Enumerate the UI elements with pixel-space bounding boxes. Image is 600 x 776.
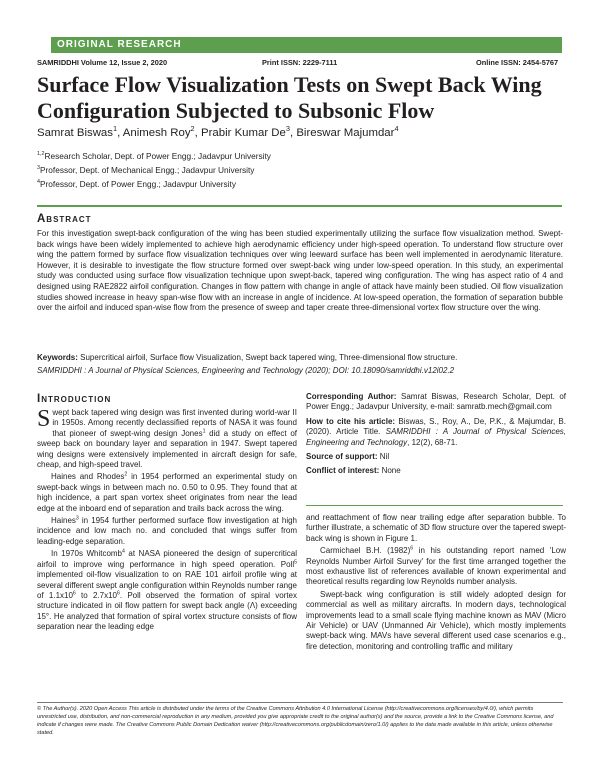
conflict-of-interest — [306, 466, 566, 476]
paragraph — [306, 513, 566, 544]
affiliation-text: Research Scholar, Dept. of Power Engg.; Jadavpur University — [44, 151, 271, 161]
citation-sup: 1 — [202, 428, 206, 435]
citation-sup: 6 — [410, 545, 414, 552]
author-name: Animesh Roy — [122, 127, 191, 139]
journal-cite-line — [37, 366, 563, 375]
paragraph — [37, 472, 297, 514]
conflict-of-interest-label: Conflict of interest: — [306, 466, 380, 476]
sidebar-divider — [306, 505, 563, 506]
abstract-heading: Abstract — [37, 213, 92, 225]
paragraph-text: . Poll observed the formation of spiral vortex structure indicated in oil flow pattern for swept back angle (Λ) exceeding 15°. He analyzed that formation of spiral vortex structure consists of flow separation near the leading edge — [37, 590, 297, 632]
paragraph-text: Haines — [51, 516, 76, 526]
how-to-cite-text: Biswas, S., Roy, A., De, P.K., & Majumdar, B. (2020). Article Title. — [306, 416, 566, 437]
citation-sup: 4 — [122, 548, 125, 555]
drop-cap: S — [37, 406, 51, 432]
corresponding-author-label: Corresponding Author: — [306, 392, 397, 401]
introduction-column — [37, 408, 297, 635]
exponent-sup: 6 — [116, 590, 120, 597]
paragraph-text: to 2.7x10 — [75, 590, 117, 600]
paragraph-text: implemented oil-flow visualization to on RAE 101 airfoil profile wing at several different swept angle configuration within Reynolds number range of 1.1x10 — [37, 570, 298, 600]
paragraph-text: in 1954 further performed surface flow investigation at high incidence and low mach no. and concluded that wings suffer from leading-edge separation. — [37, 516, 297, 546]
paragraph-text: Haines and Rhodes — [51, 472, 125, 482]
keywords-label: Keywords: — [37, 353, 78, 362]
article-info-sidebar — [306, 392, 566, 481]
affiliation-sup: 3 — [37, 165, 40, 172]
corresponding-author-text: Samrat Biswas, Research Scholar, Dept. of Power Engg.; Jadavpur University, e-mail: samratb.mech@gmail.com — [306, 392, 566, 412]
author-sup: 3 — [285, 124, 290, 134]
source-of-support — [306, 452, 566, 462]
paragraph-text: Carmichael B.H. (1982) — [320, 546, 411, 556]
paragraph-text: wept back tapered wing design was first invented during world-war II in 1950s. Among recently declassified reports of NASA it was found that pioneer of swept-wing design Jones — [52, 408, 297, 438]
affiliation — [37, 151, 271, 161]
paragraph — [306, 590, 566, 652]
author-name: Bireswar Majumdar — [296, 127, 395, 139]
exponent-sup: 6 — [72, 590, 76, 597]
keywords — [37, 353, 563, 362]
paragraph-text: did a study on effect of sweep back on boundary layer and separation in 1947. Swept tapered wing designs were extensively implemented in aircraft design for safe, cheap, and high-speed travel. — [37, 428, 297, 470]
how-to-cite — [306, 417, 566, 448]
how-to-cite-journal: SAMRIDDHI : A Journal of Physical Sciences, Engineering and Technology — [306, 427, 567, 447]
paragraph-text: In 1970s Whitcomb — [51, 549, 123, 559]
abstract-text: For this investigation swept-back configuration of the wing has been studied experimentally utilizing the surface flow visualization method. Swept-back wings have been widely implemented to achieve high aerodynamic efficiency under high-speed operation. To understand flow structure over wing the pattern formed by surface flow visualization techniques over wing leeward surface has been well implemented in aerodynamic literature. However, it is desirable to investigate the flow structure formed over swept-back wing under low-speed operation. In this study, an experimental study was conducted using surface flow visualization technique upon swept-back, tapered wing configuration. The wing has aspect ratio of 4 and designed using RAE2822 airfoil configuration. Changes in flow pattern with change in angle of attack have mainly been studied. Oil flow visualization studies showed increase in heavy span-wise flow with an increase in angle of incidence. At low-speed operation, the formation of separation bubble over the airfoil and induced span-wise flow from the presence of sweep and taper create three-dimensional vortex flow structure over the wing. — [37, 229, 563, 313]
online-issn: Online ISSN: 2454-5767 — [476, 58, 559, 67]
paper-title: Surface Flow Visualization Tests on Swept Back Wing Configuration Subjected to Subsonic Flow — [37, 72, 542, 123]
conflict-of-interest-text: None — [381, 466, 401, 476]
body-column-right — [306, 513, 566, 654]
paragraph — [37, 549, 297, 632]
journal-volume: SAMRIDDHI Volume 12, Issue 2, 2020 — [37, 58, 168, 67]
paragraph-text: at NASA pioneered the design of supercritical airfoil to improve wing performance in high speed operation. Poll — [37, 549, 297, 569]
print-issn: Print ISSN: 2229-7111 — [262, 58, 338, 67]
author-name: Prabir Kumar De — [201, 127, 286, 139]
section-banner: ORIGINAL RESEARCH — [51, 37, 562, 53]
license-footer: © The Author(s). 2020 Open Access This article is distributed under the terms of the Creative Commons Attribution 4.0 International License (http://creativecommons.org/licenses/by/4.0/), which permits unrestricted use, distribution, and non-commercial reproduction in any medium, provided you give appropriate credit to the original author(s) and the source, provide a link to the Creative Commons license, and indicate if changes were made. The Creative Commons Public Domain Dedication waiver (http://creativecommons.org/publicdomain/zero/1.0/) applies to the data made available in this article, unless otherwise stated. — [37, 702, 563, 738]
citation-sup: 2 — [124, 471, 128, 478]
paragraph — [37, 516, 297, 547]
source-of-support-label: Source of support: — [306, 452, 378, 462]
affiliation-text: Professor, Dept. of Power Engg.; Jadavpur University — [40, 179, 236, 189]
paragraph — [37, 408, 297, 470]
paragraph-text: in his outstanding report named 'Low Reynolds Number Airfoil Survey' for the first time arranged together the most exhaustive list of references available of known experimental and theoretical results regarding low Reynolds number analysis. — [306, 546, 567, 587]
author-sup: 4 — [394, 124, 399, 134]
author-sup: 1 — [112, 124, 118, 134]
author-list: Samrat Biswas$^1$, Animesh Roy$^2$, Prabir Kumar De$^3$, Bireswar Majumdar$^4$ — [37, 124, 399, 139]
paragraph-text: in 1954 performed an experimental study on swept-back wings in between mach no. 0.50 to 0.95. They found that at high incidence, a part span vortex sheet originates from near the lead edge at the inboard end of separation and trails back across the wing. — [37, 472, 297, 513]
how-to-cite-end: , 12(2), 68-71. — [407, 437, 458, 447]
paragraph-text: Swept-back wing configuration is still widely adopted design for commercial as well as military aircrafts. In modern days, technological improvements lead to a small scale flying machine known as MAV (Micro Air Vehicle) or UAV (Unmanned Air Vehicle), which mostly implements swept-back wing. MAVs have several different used case scenarios e.g., fire detection, monitoring and controlling traffic and military — [306, 589, 566, 651]
paragraph — [306, 546, 566, 588]
author-name: Samrat Biswas — [37, 127, 113, 139]
journal-cite-text: SAMRIDDHI : A Journal of Physical Sciences, Engineering and Technology (2020); DOI: 10.18090/samriddhi.v12i02.2 — [37, 366, 455, 375]
paragraph-text: and reattachment of flow near trailing edge after separation bubble. To further illustrate, a schematic of 3D flow structure over the tapered swept-back wing is shown in Figure 1. — [306, 513, 566, 543]
corresponding-author — [306, 392, 566, 413]
introduction-heading: Introduction — [37, 393, 112, 405]
source-of-support-text: Nil — [379, 452, 390, 462]
affiliation-sup: 1,2 — [37, 151, 45, 158]
citation-sup: 5 — [294, 559, 297, 566]
affiliation-sup: 4 — [37, 179, 40, 186]
keywords-text: Supercritical airfoil, Surface flow Visualization, Swept back tapered wing, Three-dimensional flow structure. — [80, 353, 458, 362]
author-sup: 2 — [190, 124, 195, 134]
affiliation — [37, 179, 236, 189]
citation-sup: 3 — [75, 515, 79, 522]
affiliation-text: Professor, Dept. of Mechanical Engg.; Jadavpur University — [40, 165, 255, 175]
affiliation — [37, 165, 254, 175]
how-to-cite-label: How to cite his article: — [306, 416, 396, 426]
